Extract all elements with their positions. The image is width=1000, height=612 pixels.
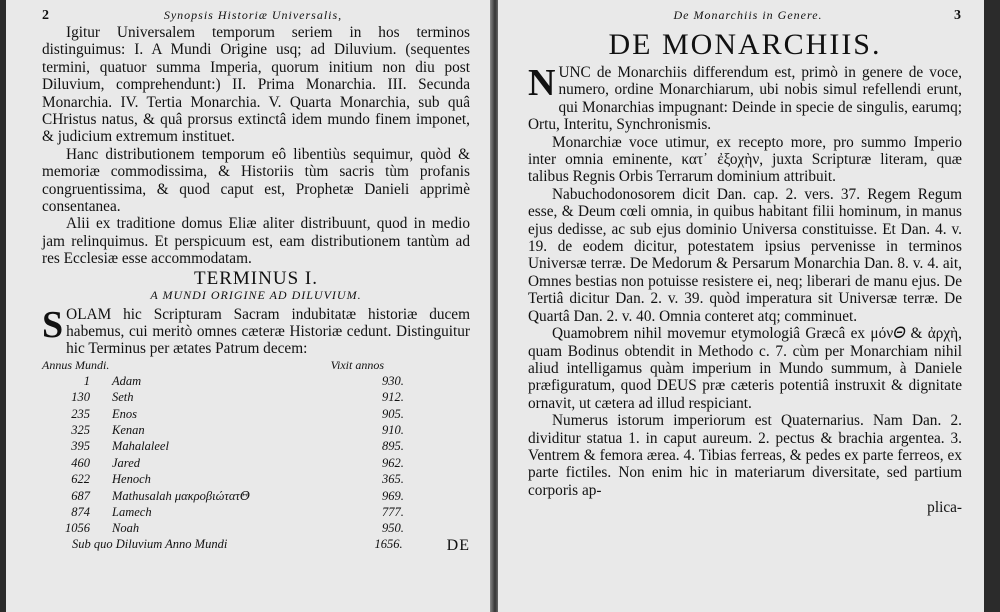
patriarch-lived: 962. bbox=[382, 455, 404, 470]
patriarch-row bbox=[42, 455, 470, 471]
patriarch-year: 1 bbox=[83, 373, 90, 388]
left-paragraph-2: Hanc distributionem temporum eô libentiùs sequimur, quòd & memoriæ commodissima, & Historiis tùm sacris tùm profanis congruentissima, & quod caput est, Prophetæ Danieli apprimè consentanea. bbox=[42, 145, 470, 216]
book-edge-right bbox=[984, 0, 1000, 612]
patriarch-row bbox=[42, 389, 470, 405]
patriarch-name: Mahalaleel bbox=[112, 439, 169, 454]
patriarch-row bbox=[42, 406, 470, 422]
right-paragraph-5: Numerus istorum imperiorum est Quaternarius. Nam Dan. 2. dividitur statua 1. in caput aureum. 2. pectus & brachia argentea. 3. Ventrem & femora ærea. 4. Tibias ferreas, & pedes ex parte ferreos, ex parte fictiles. Non enim hic in materiarum diversitate, sed partium corporis ap- bbox=[528, 412, 962, 499]
patriarch-lived: 895. bbox=[382, 439, 404, 454]
patriarch-year: 874 bbox=[71, 504, 90, 519]
patriarch-year: 395 bbox=[71, 439, 90, 454]
terminus-subheading: A MUNDI ORIGINE AD DILUVIUM. bbox=[150, 288, 362, 303]
patriarch-name: Jared bbox=[112, 455, 140, 470]
dropcap-n: N bbox=[528, 62, 556, 104]
patriarch-name: Kenan bbox=[112, 422, 145, 437]
right-head-title: De Monarchiis in Genere. bbox=[673, 8, 823, 22]
patriarch-row bbox=[42, 373, 470, 389]
patriarch-name: Adam bbox=[112, 373, 142, 388]
diluvium-line bbox=[42, 537, 470, 555]
patriarch-name: Seth bbox=[112, 390, 134, 405]
patriarch-name: Noah bbox=[112, 521, 140, 536]
right-paragraph-4: Quamobrem nihil movemur etymologiâ Græcâ ex μόν𝛩 & ἀρχὴ, quam Bodinus obtendit in Methodo c. 7. cùm per Monarchiam nihil aliud intelligamus quàm imperium in Mundo summum, à Daniele præfiguratum, quod DEUS præ cæteris potentiâ instruxit & dignitate ornavit, ut cætera ad illud respiciant. bbox=[528, 325, 962, 412]
left-running-head bbox=[42, 8, 470, 24]
right-catchword: plica- bbox=[927, 499, 962, 517]
patriarch-year: 1056 bbox=[65, 521, 90, 536]
right-paragraph-1-text: UNC de Monarchiis differendum est, primò in genere de voce, numero, ordine Monarchiarum, ubi nobis simul refellendi erunt, qui Monarchias impugnant: Deinde in specie de singulis, earumq; Ortu, Interitu, Synchronismis. bbox=[528, 64, 962, 134]
patriarch-row bbox=[42, 520, 470, 536]
patriarch-year: 622 bbox=[71, 472, 90, 487]
patriarch-year: 130 bbox=[71, 390, 90, 405]
patriarch-table bbox=[42, 373, 470, 537]
left-head-title: Synopsis Historiæ Universalis, bbox=[163, 8, 343, 22]
patriarch-name: Lamech bbox=[112, 504, 152, 519]
patriarch-lived: 950. bbox=[382, 521, 404, 536]
dropcap-s: S bbox=[42, 303, 64, 346]
patriarch-name: Enos bbox=[112, 406, 137, 421]
terminus-paragraph bbox=[42, 303, 470, 358]
patriarch-lived: 777. bbox=[382, 504, 404, 519]
patriarch-lived: 905. bbox=[382, 406, 404, 421]
right-paragraph-2: Monarchiæ voce utimur, ex recepto more, pro summo Imperio inter omnia eminente, κατ᾽ ἐξοχὴν, juxta Scripturæ literam, quæ talibus Regnis Orbis Terrarum dominium attribuit. bbox=[528, 133, 962, 186]
left-body bbox=[42, 24, 470, 358]
col-annus-mundi: Annus Mundi. bbox=[42, 357, 110, 372]
patriarch-row bbox=[42, 488, 470, 504]
right-page-number: 3 bbox=[954, 8, 962, 23]
diluvium-year: 1656. bbox=[374, 536, 403, 551]
right-page bbox=[498, 0, 984, 612]
left-page bbox=[6, 0, 492, 612]
patriarch-table-header bbox=[42, 358, 470, 373]
patriarch-row bbox=[42, 504, 470, 520]
patriarch-lived: 969. bbox=[382, 488, 404, 503]
right-paragraph-1 bbox=[528, 64, 962, 134]
patriarch-row bbox=[42, 422, 470, 438]
patriarch-lived: 365. bbox=[382, 472, 404, 487]
patriarch-lived: 912. bbox=[382, 390, 404, 405]
diluvium-text: Sub quo Diluvium Anno Mundi bbox=[72, 536, 228, 551]
terminus-text: OLAM hic Scripturam Sacram indubitatæ historiæ ducem habemus, cui meritò omnes cæteræ Historiæ cedunt. Distinguitur hic Terminus per ætates Patrum decem: bbox=[66, 305, 470, 358]
patriarch-year: 325 bbox=[71, 422, 90, 437]
terminus-heading: TERMINUS I. bbox=[194, 267, 318, 289]
patriarch-year: 687 bbox=[71, 488, 90, 503]
patriarch-year: 235 bbox=[71, 406, 90, 421]
patriarch-row bbox=[42, 438, 470, 454]
patriarch-year: 460 bbox=[71, 455, 90, 470]
col-vixit-annos: Vixit annos bbox=[330, 357, 384, 372]
patriarch-name: Henoch bbox=[112, 472, 151, 487]
chapter-title: DE MONARCHIIS. bbox=[608, 28, 882, 61]
patriarch-lived: 910. bbox=[382, 422, 404, 437]
left-paragraph-3: Alii ex traditione domus Eliæ aliter distribuunt, quod in medio jam relinquimus. Et perspicuum est, eam distributionem tantùm ad res Ecclesiæ esse accommodatam. bbox=[42, 215, 470, 268]
left-catchword: DE bbox=[446, 536, 470, 554]
patriarch-name: Mathusalah μακροβιώτατ𝛩 bbox=[112, 488, 251, 503]
right-paragraph-3: Nabuchodonosorem dicit Dan. cap. 2. vers. 37. Regem Regum esse, & Deum cœli omnia, in quibus habitant filii hominum, in manus ejus dedisse, ac sub ejus dominio Universa constituisse. Et Dan. 4. v. 19. de eodem dicitur, potestatem ipsius pervenisse in terminos Universæ terræ. De Medorum & Persarum Monarchia Dan. 8. v. 4. ait, Omnes bestias non potuisse resistere ei, neq; liberari de manu ejus. De Tertiâ dicitur Dan. 2. v. 39. quòd imperatura sit Universæ terræ. De Quartâ Dan. 2. v. 40. Omnia conteret atq; comminuet. bbox=[528, 185, 962, 325]
left-page-number: 2 bbox=[42, 8, 50, 23]
right-running-head bbox=[528, 8, 962, 24]
right-body bbox=[528, 64, 962, 517]
patriarch-row bbox=[42, 471, 470, 487]
patriarch-lived: 930. bbox=[382, 373, 404, 388]
left-paragraph-1: Igitur Universalem temporum seriem in hos terminos distinguimus: I. A Mundi Origine usq; ad Diluvium. (sequentes termini, quatuor summa Imperia, quorum initium non diu post Diluvium, comprehendunt:) II. Prima Monarchia. III. Secunda Monarchia. IV. Tertia Monarchia. V. Quarta Monarchia, sub quâ CHristus natus, & quâ prorsus extinctâ idem mundo finem imponet, & judicium extremum instituet. bbox=[42, 24, 470, 146]
